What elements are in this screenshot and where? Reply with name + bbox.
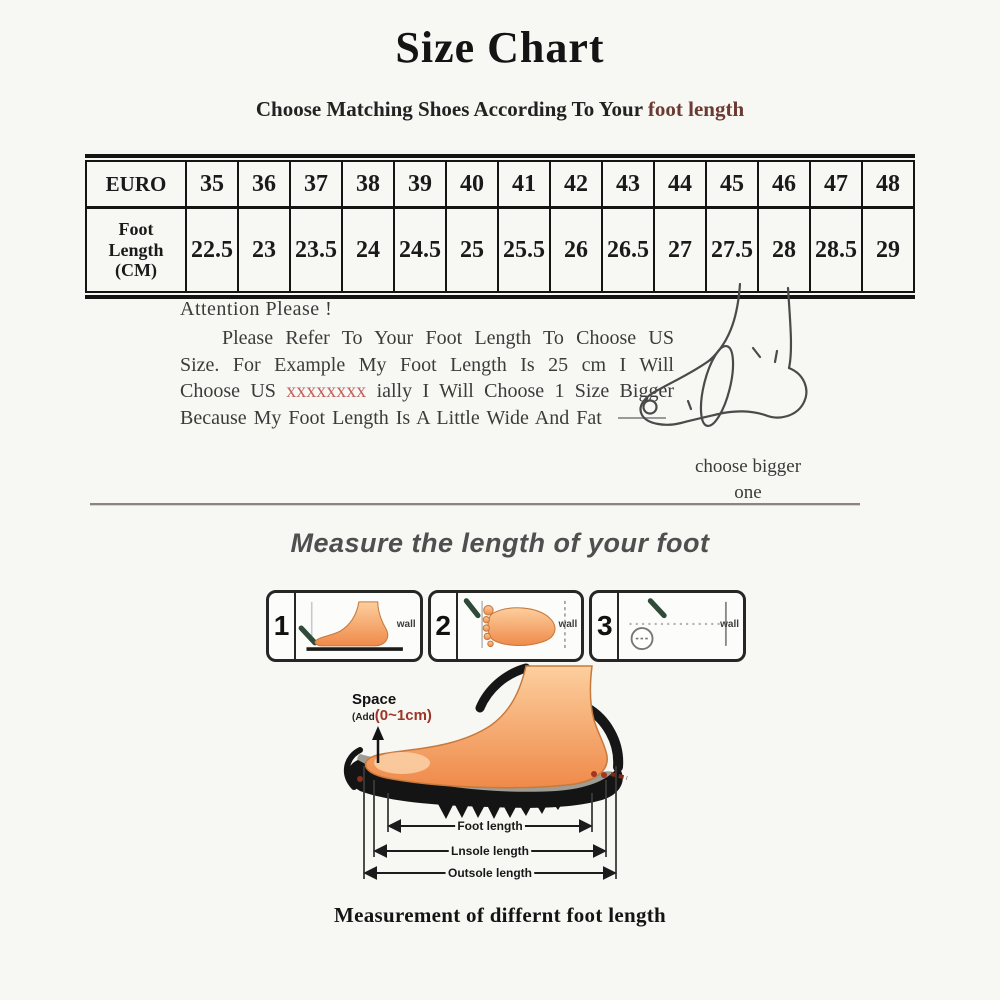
size-cell: 43 [602, 161, 654, 208]
size-cell: 26.5 [602, 208, 654, 293]
size-cell: 37 [290, 161, 342, 208]
foot-girth-sketch-icon [636, 282, 816, 462]
size-cell: 23 [238, 208, 290, 293]
size-cell: Foot Length (CM) [86, 208, 186, 293]
size-cell: 23.5 [290, 208, 342, 293]
size-cell: 46 [758, 161, 810, 208]
redacted-text: xxxxxxxx [286, 380, 367, 403]
size-cell: EURO [86, 161, 186, 208]
step-2-panel [428, 590, 585, 662]
step-number: 3 [592, 593, 619, 659]
size-cell: 24.5 [394, 208, 446, 293]
attention-heading: Attention Please ! [180, 298, 333, 320]
size-cell: 28.5 [810, 208, 862, 293]
toe-space-dot [357, 776, 363, 782]
subtitle-highlight: foot length [647, 97, 745, 121]
size-cell: 42 [550, 161, 602, 208]
size-cell: 24 [342, 208, 394, 293]
step-number: 1 [269, 593, 296, 659]
size-cell: 28 [758, 208, 810, 293]
wall-label: wall [720, 619, 740, 630]
subtitle-text: Choose Matching Shoes According To Your [255, 97, 648, 121]
choose-bigger-note: choose bigger one [694, 456, 802, 503]
euro-size-row [86, 161, 914, 208]
size-cell: 25 [446, 208, 498, 293]
size-cell: 48 [862, 161, 914, 208]
foot-length-label: Foot length [457, 819, 523, 833]
space-add-text: (Add [352, 711, 375, 723]
size-cell: 35 [186, 161, 238, 208]
size-table [85, 154, 915, 299]
pencil-icon [651, 601, 665, 616]
attention-paragraph [180, 325, 674, 431]
step-3-panel [589, 590, 746, 662]
size-cell: 47 [810, 161, 862, 208]
size-cell: 25.5 [498, 208, 550, 293]
heel-space-dot [601, 772, 607, 778]
size-cell: 26 [550, 208, 602, 293]
space-label-title: Space [352, 691, 397, 708]
measure-heading: Measure the length of your foot [290, 528, 710, 558]
size-cell: 39 [394, 161, 446, 208]
space-range-text: (0~1cm) [374, 706, 432, 724]
wall-label: wall [558, 619, 578, 630]
section-divider [90, 503, 860, 506]
size-cell: 38 [342, 161, 394, 208]
size-cell: 44 [654, 161, 706, 208]
size-cell: 29 [862, 208, 914, 293]
size-cell: 45 [706, 161, 758, 208]
page-title: Size Chart [395, 23, 605, 72]
foot-side-view [315, 602, 388, 646]
foot-length-row [86, 208, 914, 293]
heel-space-dot [591, 771, 597, 777]
diagram-caption: Measurement of differnt foot length [333, 903, 667, 927]
step-number: 2 [431, 593, 458, 659]
size-cell: 36 [238, 161, 290, 208]
attention-text: Please Refer To Your Foot Length To Choose US Size. For Example My Foot Length Is 25 cm I Will Choose US [180, 327, 674, 403]
outsole-length-label: Outsole length [448, 866, 532, 880]
size-cell: 27.5 [706, 208, 758, 293]
attention-text: ially I Will Choose 1 Size Bigger Because My Foot Length Is A Little Wide And Fat [180, 380, 674, 429]
size-cell: 41 [498, 161, 550, 208]
wall-label: wall [396, 619, 416, 630]
insole-length-label: Lnsole length [451, 844, 529, 858]
subtitle [0, 97, 1000, 122]
pencil-icon [466, 601, 478, 616]
foot-top-view [488, 608, 555, 646]
attention-block [180, 298, 674, 431]
pencil-icon [301, 628, 315, 643]
measure-steps [266, 590, 746, 662]
size-cell: 27 [654, 208, 706, 293]
size-cell: 22.5 [186, 208, 238, 293]
size-cell: 40 [446, 161, 498, 208]
step-1-panel [266, 590, 423, 662]
space-label [352, 692, 482, 725]
